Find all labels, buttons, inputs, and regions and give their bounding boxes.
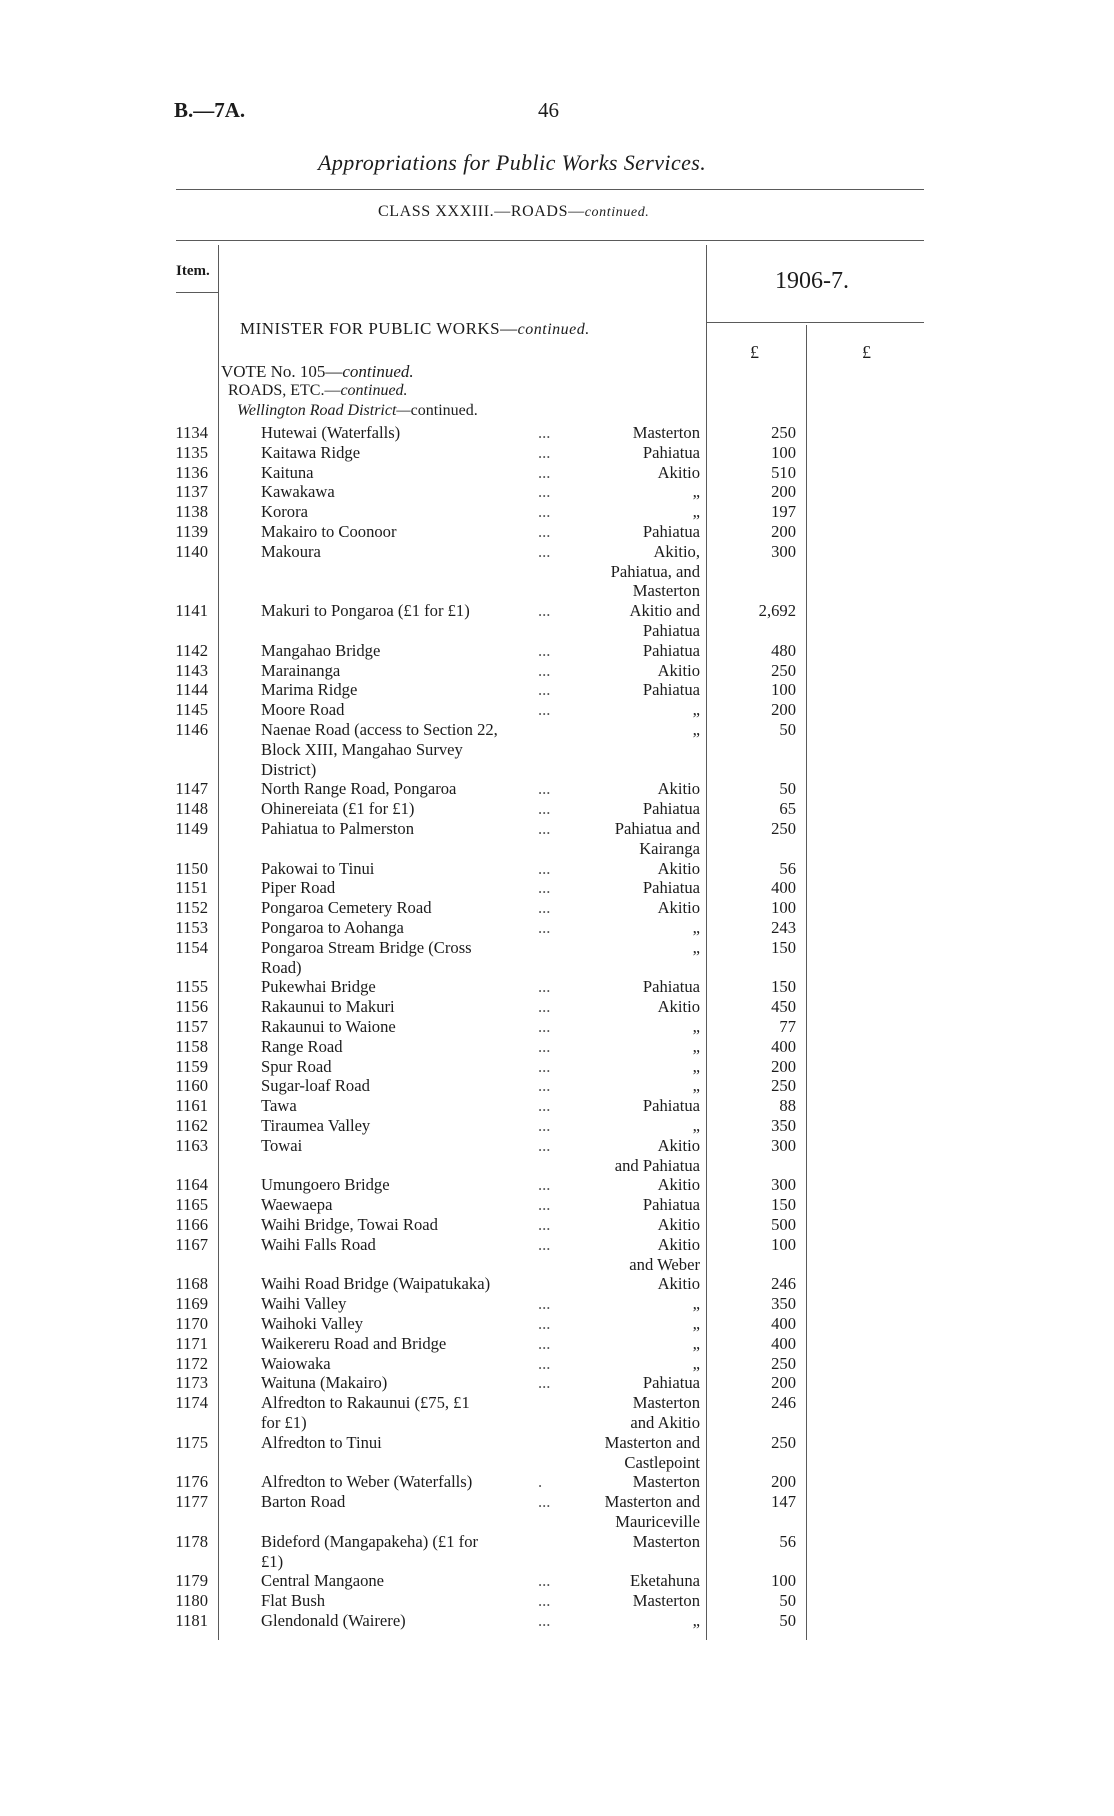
item-description: Korora (261, 502, 308, 522)
electoral-district: Akitio (657, 898, 700, 918)
item-number: 1158 (175, 1036, 208, 1056)
item-number: 1145 (175, 700, 208, 720)
item-description: Glendonald (Wairere) (261, 1611, 406, 1630)
leader-dots: ... (538, 878, 551, 898)
electoral-district: „ (692, 937, 700, 957)
item-description: Ohinereiata (£1 for £1) (261, 799, 415, 819)
electoral-district: Akitio (657, 858, 700, 878)
item-description: Pakowai to Tinui (261, 858, 375, 878)
electoral-district: Pahiatua (642, 680, 700, 700)
item-number: 1162 (175, 1116, 208, 1135)
item-description: Naenae Road (access to Section 22, Block XIII, Mangahao Survey District) (261, 720, 498, 779)
amount: 250 (771, 423, 796, 442)
amount: 147 (771, 1492, 796, 1512)
leader-dots: ... (538, 779, 551, 799)
electoral-district: „ (692, 1353, 700, 1373)
item-number: 1146 (175, 720, 208, 739)
leader-dots: ... (538, 1215, 551, 1234)
amount: 350 (771, 1116, 796, 1135)
item-description: Barton Road (261, 1492, 346, 1512)
page-title: Appropriations for Public Works Services. (318, 150, 707, 175)
leader-dots: ... (538, 898, 551, 918)
item-number: 1152 (175, 898, 208, 918)
item-number: 1160 (175, 1076, 208, 1096)
item-number: 1179 (175, 1571, 208, 1591)
electoral-district: „ (692, 700, 700, 720)
currency-symbol-2: £ (862, 342, 871, 362)
amount: 100 (771, 1234, 796, 1254)
amount: 300 (771, 541, 796, 561)
item-description: Piper Road (261, 878, 336, 898)
amount: 250 (771, 819, 796, 838)
amount: 200 (771, 1373, 796, 1393)
item-number: 1175 (175, 1432, 208, 1452)
leader-dots: ... (538, 541, 551, 561)
electoral-district: Akitio and Pahiatua (614, 1135, 700, 1175)
leader-dots: ... (538, 1492, 551, 1512)
amount: 150 (771, 937, 796, 957)
amount: 88 (779, 1096, 796, 1116)
leader-dots: ... (538, 1611, 551, 1630)
item-number: 1155 (175, 977, 208, 997)
electoral-district: „ (692, 482, 700, 502)
leader-dots: ... (538, 977, 551, 997)
item-number: 1173 (175, 1373, 208, 1393)
leader-dots: ... (538, 1096, 551, 1116)
amount: 197 (771, 502, 796, 522)
leader-dots: ... (538, 1195, 551, 1215)
electoral-district: Masterton (632, 423, 700, 442)
leader-dots: ... (538, 918, 551, 937)
amount: 400 (771, 878, 796, 898)
amount: 350 (771, 1294, 796, 1314)
item-number: 1157 (175, 1017, 208, 1036)
item-description: Range Road (261, 1036, 343, 1056)
amount: 50 (779, 720, 796, 739)
minister-heading-main: MINISTER FOR PUBLIC WORKS— (240, 319, 518, 338)
item-description: Tawa (261, 1096, 297, 1116)
amount: 50 (779, 779, 796, 799)
amount: 300 (771, 1135, 796, 1155)
item-description: Pukewhai Bridge (261, 977, 376, 997)
item-description: Waihi Bridge, Towai Road (261, 1215, 438, 1234)
leader-dots: ... (538, 1116, 551, 1135)
electoral-district: Akitio (657, 462, 700, 482)
item-number: 1137 (175, 482, 208, 502)
amount: 65 (779, 799, 796, 819)
item-description: Moore Road (261, 700, 345, 720)
amount: 510 (771, 462, 796, 482)
item-number: 1178 (175, 1531, 208, 1551)
item-number: 1164 (175, 1175, 208, 1195)
electoral-district: „ (692, 1076, 700, 1096)
item-number: 1176 (175, 1472, 208, 1492)
electoral-district: Eketahuna (629, 1571, 700, 1591)
leader-dots: . (538, 1472, 543, 1492)
electoral-district: Akitio (657, 779, 700, 799)
amount: 300 (771, 1175, 796, 1195)
item-description: Alfredton to Tinui (261, 1432, 382, 1452)
item-description: Bideford (Mangapakeha) (£1 for £1) (261, 1531, 479, 1571)
electoral-district: Pahiatua and Kairanga (614, 819, 700, 858)
item-number: 1159 (175, 1056, 208, 1076)
item-number: 1167 (175, 1234, 208, 1254)
vote-heading-main: VOTE No. 105— (221, 362, 343, 381)
electoral-district: Pahiatua (642, 1195, 700, 1215)
leader-dots: ... (538, 1314, 551, 1333)
leader-dots: ... (538, 1294, 551, 1314)
item-description: Marainanga (261, 660, 341, 680)
item-description: Pongaroa Stream Bridge (Cross Road) (261, 937, 472, 977)
item-number: 1149 (175, 819, 208, 838)
item-number: 1138 (175, 502, 208, 522)
item-description: Waihoki Valley (261, 1314, 364, 1333)
leader-dots: ... (538, 1353, 551, 1373)
item-number: 1166 (175, 1215, 208, 1234)
item-description: Umungoero Bridge (261, 1175, 390, 1195)
electoral-district: „ (692, 1036, 700, 1056)
district-heading-cont: continued. (410, 402, 478, 419)
item-number: 1154 (175, 937, 208, 957)
item-description: North Range Road, Pongaroa (261, 779, 457, 799)
item-number: 1153 (175, 918, 208, 937)
amount: 243 (771, 918, 796, 937)
leader-dots: ... (538, 442, 551, 462)
item-description: Pahiatua to Palmerston (261, 819, 415, 838)
amount: 100 (771, 898, 796, 918)
electoral-district: Pahiatua (642, 977, 700, 997)
electoral-district: „ (692, 1333, 700, 1353)
amount: 2,692 (758, 601, 796, 621)
class-title-main: CLASS XXXIII.—ROADS— (378, 203, 585, 220)
year-header: 1906-7. (775, 268, 849, 294)
item-number: 1165 (175, 1195, 208, 1215)
leader-dots: ... (538, 1056, 551, 1076)
roads-heading-main: ROADS, ETC.— (228, 382, 341, 399)
electoral-district: Akitio (657, 1215, 700, 1234)
item-description: Rakaunui to Makuri (261, 997, 395, 1017)
item-description: Makairo to Coonoor (261, 522, 397, 541)
amount: 250 (771, 1432, 796, 1452)
electoral-district: Akitio (657, 1274, 700, 1294)
amount: 100 (771, 442, 796, 462)
electoral-district: „ (692, 918, 700, 937)
item-description: Makuri to Pongaroa (£1 for £1) (261, 601, 470, 621)
leader-dots: ... (538, 858, 551, 878)
leader-dots: ... (538, 601, 551, 621)
amount: 480 (771, 640, 796, 660)
amount: 400 (771, 1333, 796, 1353)
amount: 50 (779, 1611, 796, 1630)
leader-dots: ... (538, 1135, 551, 1155)
item-number: 1172 (175, 1353, 208, 1373)
item-number: 1141 (175, 601, 208, 621)
electoral-district: Pahiatua (642, 799, 700, 819)
amount: 500 (771, 1215, 796, 1234)
electoral-district: Masterton (632, 1472, 700, 1492)
amount: 200 (771, 700, 796, 720)
electoral-district: Masterton (632, 1591, 700, 1611)
amount: 200 (771, 522, 796, 541)
item-description: Marima Ridge (261, 680, 358, 700)
item-number: 1144 (175, 680, 208, 700)
amount: 450 (771, 997, 796, 1017)
item-description: Waihi Road Bridge (Waipatukaka) (261, 1274, 491, 1294)
item-number: 1142 (175, 640, 208, 660)
electoral-district: Masterton and Mauriceville (604, 1492, 700, 1531)
amount: 246 (771, 1274, 796, 1294)
item-description: Hutewai (Waterfalls) (261, 423, 401, 442)
item-description: Makoura (261, 541, 321, 561)
leader-dots: ... (538, 819, 551, 838)
item-number: 1147 (175, 779, 208, 799)
item-description: Waikereru Road and Bridge (261, 1333, 447, 1353)
item-description: Sugar-loaf Road (261, 1076, 370, 1096)
minister-heading-cont: continued. (517, 321, 590, 338)
leader-dots: ... (538, 1076, 551, 1096)
roads-heading-cont: continued. (340, 382, 408, 399)
electoral-district: Pahiatua (642, 878, 700, 898)
electoral-district: Masterton (632, 1531, 700, 1551)
leader-dots: ... (538, 680, 551, 700)
electoral-district: Akitio and Pahiatua (629, 601, 700, 640)
item-number: 1134 (175, 423, 208, 442)
leader-dots: ... (538, 1591, 551, 1611)
item-description: Waiowaka (261, 1353, 331, 1373)
leader-dots: ... (538, 462, 551, 482)
leader-dots: ... (538, 997, 551, 1017)
electoral-district: „ (692, 720, 700, 739)
leader-dots: ... (538, 799, 551, 819)
item-number: 1181 (175, 1611, 208, 1630)
electoral-district: Akitio (657, 660, 700, 680)
item-description: Tiraumea Valley (261, 1116, 371, 1135)
amount: 246 (771, 1393, 796, 1413)
district-heading-main: Wellington Road District— (237, 402, 411, 419)
item-number: 1180 (175, 1591, 208, 1611)
electoral-district: Pahiatua (642, 442, 700, 462)
electoral-district: „ (692, 1056, 700, 1076)
leader-dots: ... (538, 1036, 551, 1056)
leader-dots: ... (538, 1017, 551, 1036)
item-number: 1177 (175, 1492, 208, 1512)
electoral-district: Masterton and Castlepoint (604, 1432, 700, 1472)
item-number: 1171 (175, 1333, 208, 1353)
leader-dots: ... (538, 1571, 551, 1591)
item-description: Rakaunui to Waione (261, 1017, 396, 1036)
leader-dots: ... (538, 1333, 551, 1353)
item-number: 1163 (175, 1135, 208, 1155)
item-number: 1135 (175, 442, 208, 462)
leader-dots: ... (538, 700, 551, 720)
amount: 400 (771, 1036, 796, 1056)
item-number: 1139 (175, 522, 208, 541)
amount: 50 (779, 1591, 796, 1611)
page-number: 46 (538, 98, 559, 122)
amount: 56 (779, 1531, 796, 1551)
leader-dots: ... (538, 423, 551, 442)
page-ref: B.—7A. (174, 98, 246, 122)
item-description: Kaituna (261, 462, 314, 482)
leader-dots: ... (538, 502, 551, 522)
item-column-header: Item. (176, 263, 210, 279)
item-description: Kaitawa Ridge (261, 442, 361, 462)
item-description: Alfredton to Rakaunui (£75, £1 for £1) (261, 1393, 470, 1432)
leader-dots: ... (538, 660, 551, 680)
leader-dots: ... (538, 640, 551, 660)
item-number: 1143 (175, 660, 208, 680)
leader-dots: ... (538, 522, 551, 541)
item-description: Waihi Falls Road (261, 1234, 376, 1254)
electoral-district: Pahiatua (642, 522, 700, 541)
item-description: Towai (261, 1135, 303, 1155)
item-number: 1156 (175, 997, 208, 1017)
leader-dots: ... (538, 1234, 551, 1254)
amount: 100 (771, 1571, 796, 1591)
item-description: Waihi Valley (261, 1294, 347, 1314)
item-description: Alfredton to Weber (Waterfalls) (261, 1472, 473, 1492)
electoral-district: Masterton and Akitio (630, 1393, 700, 1432)
item-number: 1148 (175, 799, 208, 819)
amount: 150 (771, 977, 796, 997)
amount: 250 (771, 660, 796, 680)
item-description: Pongaroa Cemetery Road (261, 898, 432, 918)
amount: 56 (779, 858, 796, 878)
electoral-district: Pahiatua (642, 1096, 700, 1116)
electoral-district: „ (692, 1314, 700, 1333)
electoral-district: „ (692, 1116, 700, 1135)
item-description: Central Mangaone (261, 1571, 385, 1591)
item-description: Mangahao Bridge (261, 640, 381, 660)
electoral-district: „ (692, 1017, 700, 1036)
amount: 200 (771, 1056, 796, 1076)
item-number: 1151 (175, 878, 208, 898)
item-number: 1150 (175, 858, 208, 878)
currency-symbol-1: £ (750, 342, 759, 362)
vote-heading-cont: continued. (342, 362, 414, 381)
item-description: Spur Road (261, 1056, 332, 1076)
electoral-district: Pahiatua (642, 1373, 700, 1393)
item-description: Waituna (Makairo) (261, 1373, 388, 1393)
electoral-district: „ (692, 1611, 700, 1630)
class-title-cont: continued. (584, 205, 650, 220)
item-description: Pongaroa to Aohanga (261, 918, 404, 937)
amount: 200 (771, 1472, 796, 1492)
electoral-district: Akitio and Weber (629, 1234, 700, 1274)
electoral-district: „ (692, 502, 700, 522)
electoral-district: Akitio, Pahiatua, and Masterton (610, 541, 700, 601)
electoral-district: Akitio (657, 1175, 700, 1195)
item-number: 1170 (175, 1314, 208, 1333)
amount: 100 (771, 680, 796, 700)
item-number: 1174 (175, 1393, 208, 1413)
amount: 400 (771, 1314, 796, 1333)
leader-dots: ... (538, 482, 551, 502)
amount: 150 (771, 1195, 796, 1215)
item-number: 1169 (175, 1294, 208, 1314)
amount: 250 (771, 1353, 796, 1373)
item-number: 1140 (175, 541, 208, 561)
item-number: 1136 (175, 462, 208, 482)
item-description: Waewaepa (261, 1195, 333, 1215)
leader-dots: ... (538, 1175, 551, 1195)
electoral-district: Pahiatua (642, 640, 700, 660)
amount: 77 (779, 1017, 796, 1036)
item-number: 1168 (175, 1274, 208, 1294)
electoral-district: „ (692, 1294, 700, 1314)
item-number: 1161 (175, 1096, 208, 1116)
amount: 250 (771, 1076, 796, 1096)
item-description: Flat Bush (261, 1591, 326, 1611)
amount: 200 (771, 482, 796, 502)
electoral-district: Akitio (657, 997, 700, 1017)
leader-dots: ... (538, 1373, 551, 1393)
item-description: Kawakawa (261, 482, 335, 502)
